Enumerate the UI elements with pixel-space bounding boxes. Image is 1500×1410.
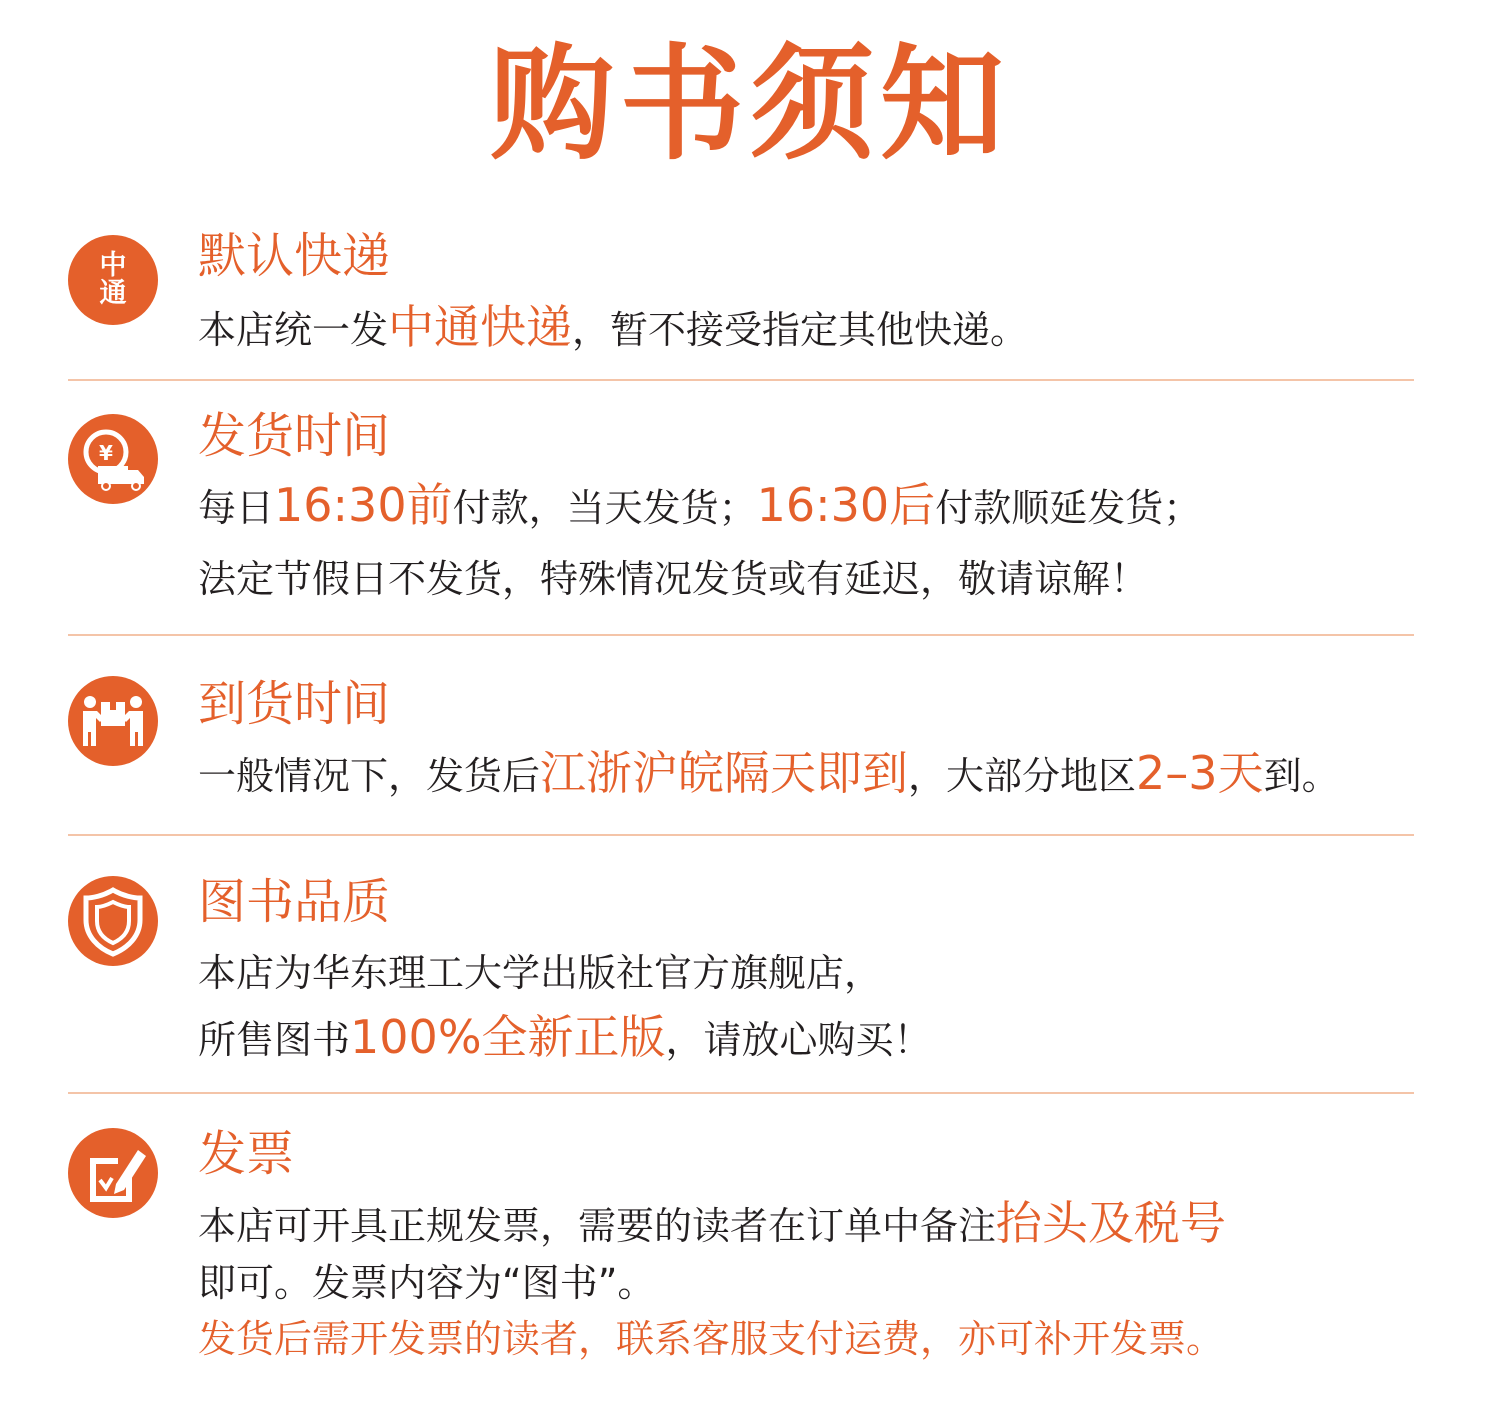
highlight-segment: 抬头及税号 — [996, 1196, 1227, 1250]
people-carrying-box-icon — [68, 676, 158, 766]
orange-notice: 发货后需开发票的读者，联系客服支付运费，亦可补开发票。 — [198, 1317, 1225, 1361]
ship-time-line-1 — [198, 478, 1202, 532]
arrival-line — [198, 746, 1340, 800]
section-heading-express: 默认快递 — [198, 228, 391, 284]
section-heading-invoice: 发票 — [198, 1126, 295, 1182]
highlight-segment: 2–3天 — [1136, 746, 1264, 800]
section-divider — [68, 379, 1414, 381]
highlight-segment: 16:30前 — [274, 478, 453, 532]
highlight-segment: 16:30后 — [756, 478, 936, 532]
quality-line-2 — [198, 1010, 932, 1064]
clock-delivery-truck-icon — [68, 414, 158, 504]
zto-courier-icon — [68, 235, 158, 325]
ship-time-line-2 — [198, 556, 1148, 602]
text-segment: 每日 — [198, 486, 275, 530]
text-segment: ，大部分地区 — [908, 754, 1137, 798]
icon-label-bottom: 通 — [99, 278, 127, 309]
text-segment: 法定节假日不发货，特殊情况发货或有延迟，敬请谅解！ — [198, 557, 1149, 601]
text-segment: ，暂不接受指定其他快递。 — [572, 308, 1029, 352]
invoice-line-1 — [198, 1196, 1227, 1250]
text-segment: 本店为华东理工大学出版社官方旗舰店， — [198, 951, 883, 995]
text-segment: ，请放心购买！ — [665, 1018, 932, 1062]
icon-label-top: 中 — [99, 250, 127, 281]
invoice-line-2 — [198, 1260, 655, 1306]
invoice-edit-icon — [68, 1128, 158, 1218]
section-divider — [68, 1092, 1414, 1094]
text-segment: 付款顺延发货； — [935, 486, 1202, 530]
text-segment: 即可。发票内容为“图书”。 — [198, 1261, 656, 1305]
text-segment: 所售图书 — [198, 1018, 351, 1062]
svg-text:¥: ¥ — [99, 441, 113, 465]
text-segment: 一般情况下，发货后 — [198, 754, 541, 798]
express-line — [198, 300, 1029, 354]
quality-line-1 — [198, 950, 882, 996]
section-heading-ship-time: 发货时间 — [198, 408, 391, 464]
invoice-line-3 — [198, 1316, 1224, 1362]
highlight-segment: 中通快递 — [388, 300, 573, 354]
section-divider — [68, 634, 1414, 636]
highlight-segment: 100%全新正版 — [350, 1010, 666, 1064]
shield-icon — [68, 876, 158, 966]
text-segment: 本店可开具正规发票，需要的读者在订单中备注 — [198, 1204, 997, 1248]
section-heading-quality: 图书品质 — [198, 874, 391, 930]
page-title: 购书须知 — [489, 32, 1010, 177]
text-segment: 到。 — [1263, 754, 1340, 798]
highlight-segment: 江浙沪皖隔天即到 — [540, 746, 909, 800]
text-segment: 付款，当天发货； — [452, 486, 757, 530]
text-segment: 本店统一发 — [198, 308, 389, 352]
section-divider — [68, 834, 1414, 836]
section-heading-arrival: 到货时间 — [198, 676, 391, 732]
